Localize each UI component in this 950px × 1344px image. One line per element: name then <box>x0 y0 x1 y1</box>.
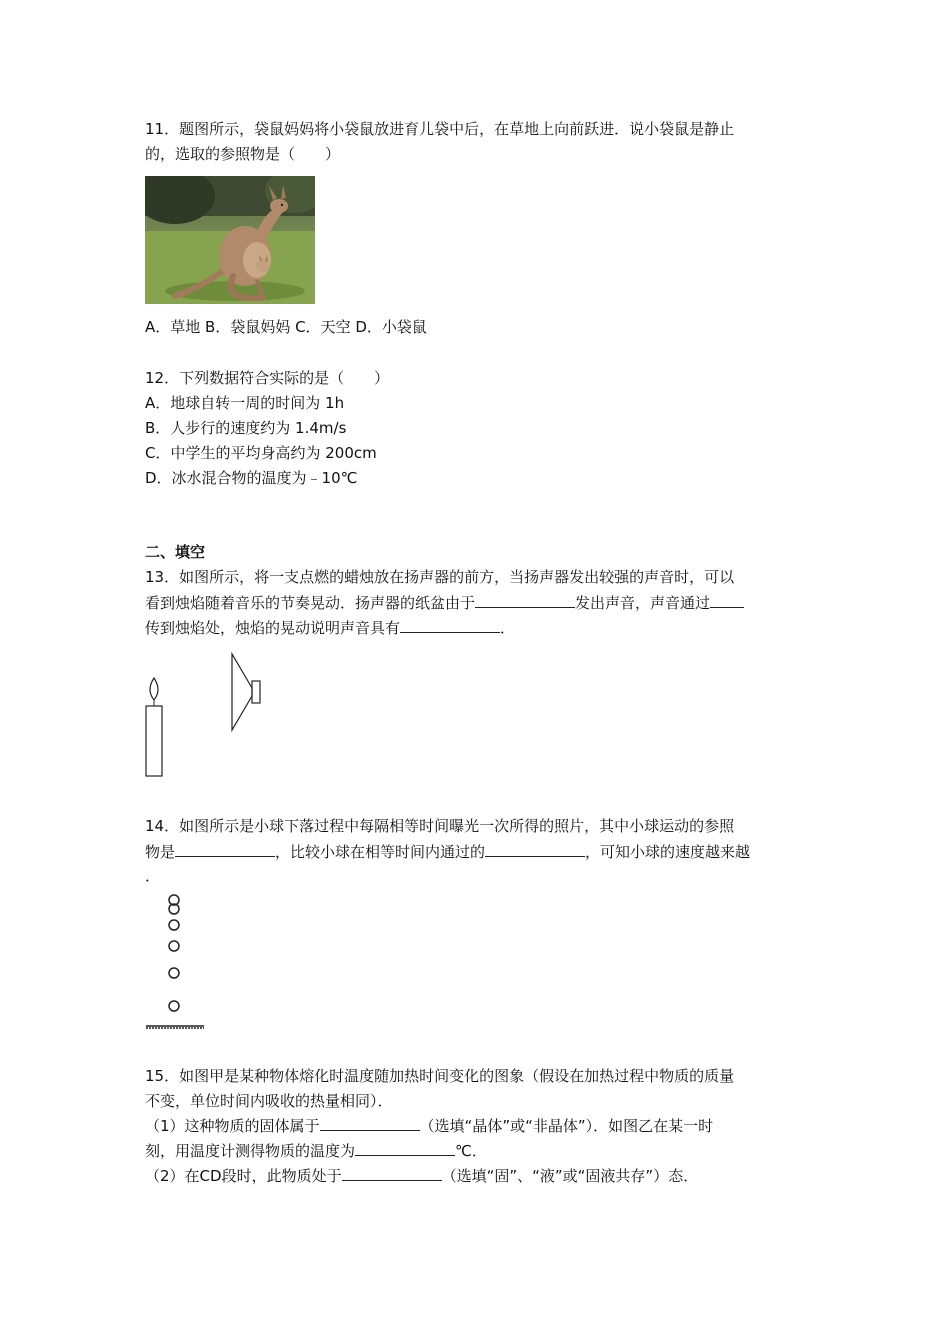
q11-line2: 的，选取的参照物是（ ） <box>145 145 341 163</box>
q14-line3: ． <box>145 867 161 885</box>
q15-line3-text-a: （1）这种物质的固体属于 <box>145 1117 320 1135</box>
q13-blank-1 <box>475 591 575 608</box>
speaker <box>232 654 260 730</box>
ground-hatch <box>146 1026 204 1028</box>
q12-option-a: A．地球自转一周的时间为 1h <box>145 394 345 412</box>
q13-line2-text-b: 发出声音，声音通过 <box>575 594 711 612</box>
q14-line2-text-b: ，比较小球在相等时间内通过的 <box>275 843 486 861</box>
q15-line3-text-b: （选填“晶体”或“非晶体”）．如图乙在某一时 <box>419 1117 714 1135</box>
q11-line1: 11．题图所示，袋鼠妈妈将小袋鼠放进育儿袋中后，在草地上向前跃进．说小袋鼠是静止 <box>145 120 735 138</box>
q15-line3 <box>145 1114 713 1137</box>
q13-line3-text-b: ． <box>500 619 516 637</box>
q15-line2: 不变，单位时间内吸收的热量相同）． <box>145 1092 393 1110</box>
q13-line2-text-a: 看到烛焰随着音乐的节奏晃动．扬声器的纸盆由于 <box>145 594 476 612</box>
q15-line4 <box>145 1139 487 1162</box>
q13-blank-2 <box>710 591 744 608</box>
ball-6 <box>169 1001 179 1011</box>
q14-blank-2 <box>485 840 585 857</box>
q13-line3 <box>145 616 515 639</box>
q12-stem: 12．下列数据符合实际的是（ ） <box>145 369 390 387</box>
q13-line2 <box>145 591 744 614</box>
q12-option-d: D．冰水混合物的温度为﹣10℃ <box>145 469 358 487</box>
q13-blank-3 <box>400 616 500 633</box>
q15-line5-text-a: （2）在CD段时，此物质处于 <box>145 1167 342 1185</box>
kangaroo-photo <box>145 176 315 304</box>
q14-blank-1 <box>175 840 275 857</box>
ball-5 <box>169 968 179 978</box>
falling-balls-figure <box>140 890 210 1032</box>
ball-4 <box>169 941 179 951</box>
section-heading: 二、填空 <box>145 543 206 561</box>
q13-line1: 13．如图所示，将一支点燃的蜡烛放在扬声器的前方，当扬声器发出较强的声音时，可以 <box>145 568 735 586</box>
ball-3 <box>169 920 179 930</box>
q14-line1: 14．如图所示是小球下落过程中每隔相等时间曝光一次所得的照片，其中小球运动的参照 <box>145 817 735 835</box>
q12-option-c: C．中学生的平均身高约为 200cm <box>145 444 377 462</box>
q15-line4-text-b: ℃． <box>455 1142 487 1160</box>
q15-line5-text-b: （选填“固”、“液”或“固液共存”）态． <box>441 1167 699 1185</box>
q15-line5 <box>145 1164 698 1187</box>
candle-speaker-figure <box>140 648 270 780</box>
q14-line2 <box>145 840 750 863</box>
q15-blank-2 <box>355 1139 455 1156</box>
q15-line1: 15．如图甲是某种物体熔化时温度随加热时间变化的图象（假设在加热过程中物质的质量 <box>145 1067 735 1085</box>
candle <box>146 678 162 776</box>
q13-line3-text-a: 传到烛焰处，烛焰的晃动说明声音具有 <box>145 619 401 637</box>
q11-options: A．草地 B．袋鼠妈妈 C．天空 D．小袋鼠 <box>145 318 427 336</box>
q15-blank-3 <box>342 1164 442 1181</box>
q14-line2-text-c: ，可知小球的速度越来越 <box>585 843 751 861</box>
q15-blank-1 <box>320 1114 420 1131</box>
q12-option-b: B．人步行的速度约为 1.4m/s <box>145 419 347 437</box>
q15-line4-text-a: 刻，用温度计测得物质的温度为 <box>145 1142 356 1160</box>
q14-line2-text-a: 物是 <box>145 843 176 861</box>
